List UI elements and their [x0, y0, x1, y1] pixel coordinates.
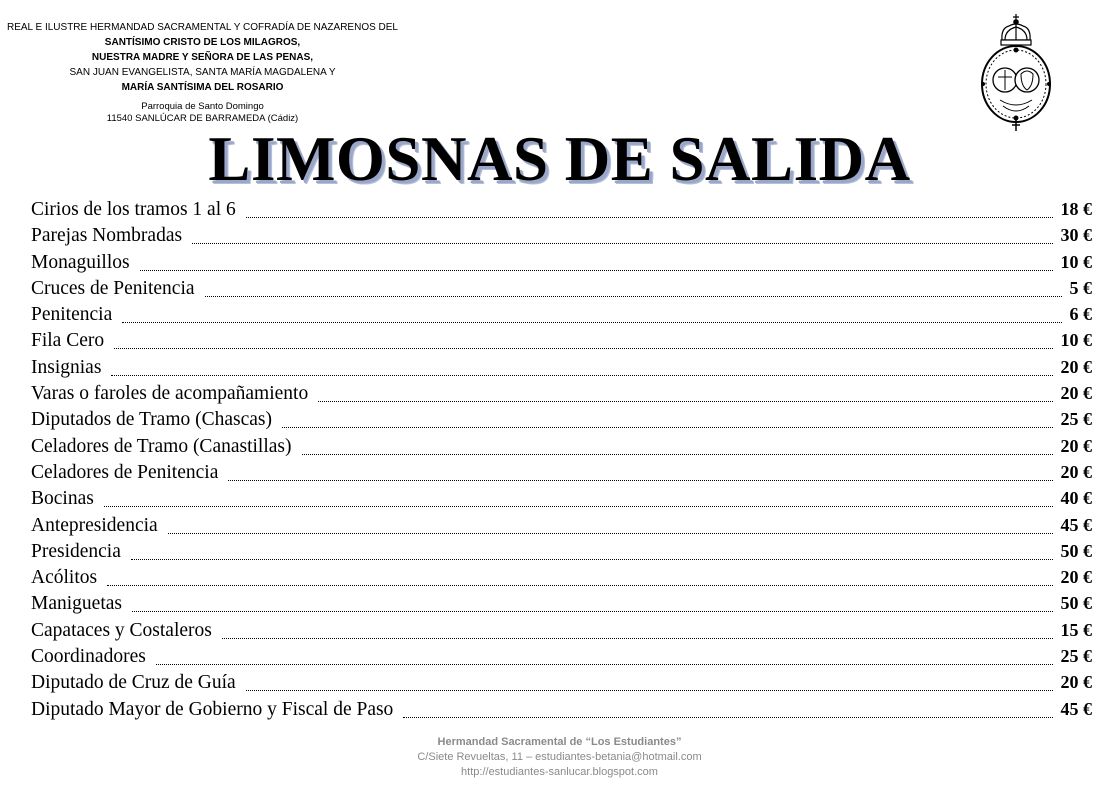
- price-row: [31, 541, 1092, 567]
- footer-address: C/Siete Revueltas, 11 – estudiantes-betania@hotmail.com: [417, 751, 702, 763]
- price-row: [31, 225, 1092, 251]
- price-row: [31, 593, 1092, 619]
- item-price: 40 €: [1060, 488, 1092, 509]
- item-label: Parejas Nombradas: [31, 225, 183, 247]
- brotherhood-crest-icon: [975, 10, 1057, 132]
- price-row: [31, 515, 1092, 541]
- footer-url: http://estudiantes-sanlucar.blogspot.com: [461, 766, 658, 778]
- item-label: Diputados de Tramo (Chascas): [31, 409, 273, 431]
- header-line-4: SAN JUAN EVANGELISTA, SANTA MARÍA MAGDALENA Y: [69, 67, 336, 78]
- price-row: [31, 488, 1092, 514]
- price-row: [31, 567, 1092, 593]
- price-list: [31, 199, 1092, 725]
- price-row: [31, 304, 1092, 330]
- dotted-leader: [111, 375, 1052, 376]
- dotted-leader: [104, 506, 1053, 507]
- item-label: Maniguetas: [31, 593, 122, 615]
- price-row: [31, 383, 1092, 409]
- footer-name: Hermandad Sacramental de “Los Estudiantes”: [437, 736, 682, 748]
- footer: [0, 735, 1119, 780]
- item-label: Coordinadores: [31, 646, 146, 668]
- item-label: Varas o faroles de acompañamiento: [31, 383, 309, 405]
- item-price: 15 €: [1060, 619, 1092, 640]
- price-row: [31, 330, 1092, 356]
- item-price: 10 €: [1060, 251, 1092, 272]
- price-row: [31, 278, 1092, 304]
- price-row: [31, 620, 1092, 646]
- item-label: Presidencia: [31, 540, 121, 562]
- item-price: 20 €: [1060, 567, 1092, 588]
- page-title: LIMOSNAS DE SALIDA: [208, 124, 911, 194]
- item-label: Bocinas: [31, 488, 94, 510]
- dotted-leader: [318, 401, 1052, 402]
- item-price: 20 €: [1060, 672, 1092, 693]
- item-label: Acólitos: [31, 567, 98, 589]
- price-row: [31, 436, 1092, 462]
- header-line-2: SANTÍSIMO CRISTO DE LOS MILAGROS,: [104, 37, 301, 48]
- item-label: Cirios de los tramos 1 al 6: [31, 199, 236, 220]
- brotherhood-header: [0, 20, 405, 125]
- dotted-leader: [222, 638, 1053, 639]
- dotted-leader: [107, 585, 1052, 586]
- dotted-leader: [246, 690, 1053, 691]
- header-line-5: MARÍA SANTÍSIMA DEL ROSARIO: [121, 82, 284, 93]
- dotted-leader: [228, 480, 1052, 481]
- item-label: Capataces y Costaleros: [31, 619, 212, 641]
- header-line-3: NUESTRA MADRE Y SEÑORA DE LAS PENAS,: [91, 52, 314, 63]
- header-line-1: REAL E ILUSTRE HERMANDAD SACRAMENTAL Y COFRADÍA DE NAZARENOS DEL: [6, 22, 398, 33]
- parish-address: 11540 SANLÚCAR DE BARRAMEDA (Cádiz): [106, 113, 299, 124]
- item-price: 50 €: [1060, 593, 1092, 614]
- price-row: [31, 409, 1092, 435]
- item-label: Diputado Mayor de Gobierno y Fiscal de Paso: [31, 698, 394, 720]
- dotted-leader: [131, 559, 1053, 560]
- item-label: Penitencia: [31, 304, 113, 326]
- dotted-leader: [192, 243, 1052, 244]
- parish-name: Parroquia de Santo Domingo: [141, 101, 264, 112]
- item-label: Celadores de Penitencia: [31, 461, 219, 483]
- item-label: Insignias: [31, 356, 102, 378]
- price-row: [31, 646, 1092, 672]
- item-price: 25 €: [1060, 646, 1092, 667]
- item-price: 30 €: [1060, 225, 1092, 246]
- dotted-leader: [132, 611, 1053, 612]
- item-label: Cruces de Penitencia: [31, 277, 195, 299]
- dotted-leader: [246, 217, 1053, 218]
- price-row: [31, 252, 1092, 278]
- item-label: Monaguillos: [31, 251, 130, 273]
- dotted-leader: [140, 270, 1053, 271]
- dotted-leader: [282, 427, 1052, 428]
- item-label: Diputado de Cruz de Guía: [31, 672, 236, 694]
- item-price: 20 €: [1060, 461, 1092, 482]
- item-price: 50 €: [1060, 540, 1092, 561]
- item-label: Celadores de Tramo (Canastillas): [31, 435, 292, 457]
- item-price: 45 €: [1060, 698, 1092, 719]
- item-price: 6 €: [1069, 304, 1092, 325]
- dotted-leader: [205, 296, 1062, 297]
- item-price: 5 €: [1069, 277, 1092, 298]
- dotted-leader: [168, 533, 1053, 534]
- dotted-leader: [403, 717, 1052, 718]
- price-row: [31, 672, 1092, 698]
- price-row: [31, 699, 1092, 725]
- item-price: 20 €: [1060, 435, 1092, 456]
- item-label: Antepresidencia: [31, 514, 158, 536]
- price-row: [31, 357, 1092, 383]
- item-price: 20 €: [1060, 383, 1092, 404]
- dotted-leader: [156, 664, 1053, 665]
- item-label: Fila Cero: [31, 330, 105, 352]
- item-price: 10 €: [1060, 330, 1092, 351]
- dotted-leader: [122, 322, 1061, 323]
- price-row: [31, 199, 1092, 225]
- dotted-leader: [302, 454, 1053, 455]
- item-price: 18 €: [1060, 199, 1092, 219]
- item-price: 25 €: [1060, 409, 1092, 430]
- dotted-leader: [114, 348, 1052, 349]
- price-row: [31, 462, 1092, 488]
- item-price: 45 €: [1060, 514, 1092, 535]
- item-price: 20 €: [1060, 356, 1092, 377]
